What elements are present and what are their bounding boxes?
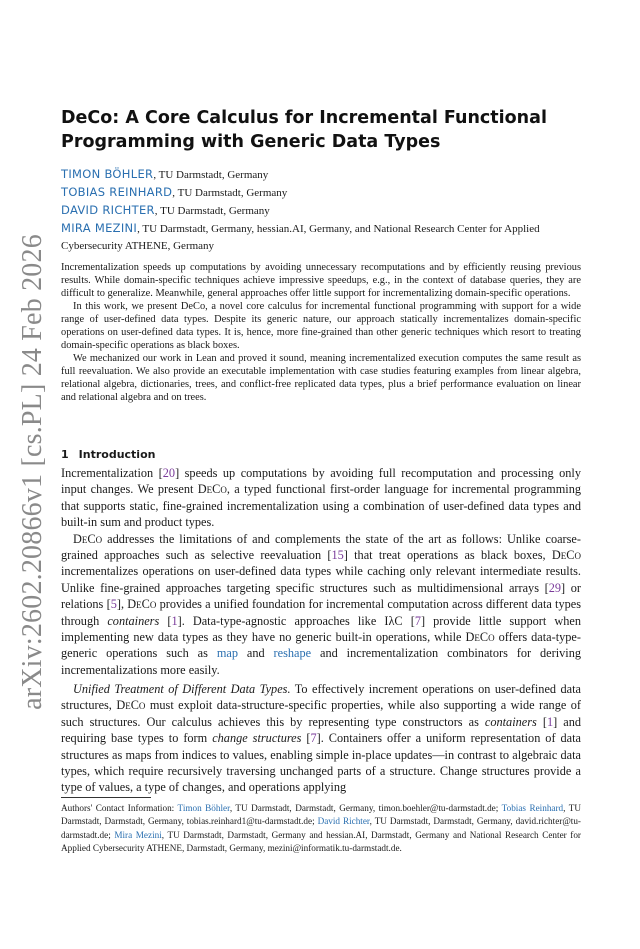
author-list xyxy=(61,166,586,255)
abstract-paragraph: In this work, we present DeCo, a novel core calculus for incremental functional programming with support for a wide range of user-defined data types. Despite its generic nature, our approach statically incrementalizes domain-specific operations on user-defined data types. It is, hence, more fine-grained than other generic techniques which resort to treating domain-specific operations as black boxes. xyxy=(61,301,581,351)
citation-link[interactable]: 20 xyxy=(162,466,176,480)
author-name-link[interactable]: TOBIAS REINHARD xyxy=(61,185,173,199)
map-operation-link[interactable]: map xyxy=(216,646,238,661)
author-affiliation: , TU Darmstadt, Germany, hessian.AI, Germany, and National Research Center for Applied Cybersecurity ATHENE, Germany xyxy=(61,223,540,252)
reshape-operation-link[interactable]: reshape xyxy=(273,646,312,661)
intro-paragraph-1: Incrementalization [20] speeds up computations by avoiding full recomputation and processing only input changes. We present DeCo, a typed functional first-order language for incremental programming that supports static, fine-grained incrementalization using a combination of user-defined data types and built-in sum and product types. xyxy=(61,466,581,530)
author-affiliation: , TU Darmstadt, Germany xyxy=(154,205,270,217)
deco-name: DeCo xyxy=(465,630,495,645)
author-name-link[interactable]: MIRA MEZINI xyxy=(61,221,138,235)
section-title: Introduction xyxy=(78,448,156,461)
paragraph-heading: Unified Treatment of Different Data Types. xyxy=(73,682,291,696)
emphasis-containers: containers xyxy=(107,613,160,628)
author-entry xyxy=(61,202,586,220)
footnote-rule xyxy=(61,797,151,798)
author-link[interactable]: David Richter xyxy=(317,816,370,827)
citation-link[interactable]: 1 xyxy=(546,714,554,729)
emphasis-change-structures: change structures xyxy=(212,731,302,746)
abstract-paragraph: We mechanized our work in Lean and proved it sound, meaning incrementalized execution computes the same result as full reevaluation. We also provide an executable implementation with case studies featuring examples from linear algebra, relational algebra, dictionaries, trees, and conflict-free replicated data types, plus a brief performance evaluation on linear and relational algebra and on trees. xyxy=(61,353,581,403)
deco-name: DeCo xyxy=(127,597,157,612)
author-entry xyxy=(61,184,586,202)
citation-link[interactable]: 5 xyxy=(110,597,117,612)
citation-link[interactable]: 15 xyxy=(331,548,344,563)
section-heading xyxy=(61,448,155,461)
author-name-link[interactable]: TIMON BÖHLER xyxy=(61,167,154,181)
author-entry xyxy=(61,220,586,255)
author-link[interactable]: Timon Böhler xyxy=(177,803,230,813)
introduction-body xyxy=(61,465,581,678)
author-link[interactable]: Tobias Reinhard xyxy=(501,803,564,813)
intro-paragraph-2: DeCo addresses the limitations of and complements the state of the art as follows: Unlike coarse-grained approaches such as selective reevaluation [15] that treat operations as black boxes, DeCo incrementalizes operations on user-defined data types while caching only relevant intermediate results. Unlike fine-grained approaches targeting specific structures such as multidimensional arrays [29] or relations [5], DeCo provides a unified foundation for incremental computation across different data types through containers [1]. Data-type-agnostic approaches like IλC [7] provide little support when implementing new data types as they have no generic built-in operations, while DeCo offers data-type-generic operations such as map and reshape and incrementalization combinators for deriving incrementalizations more easily. xyxy=(61,531,582,677)
deco-name: DeCo xyxy=(197,482,227,497)
citation-link[interactable]: 29 xyxy=(548,580,562,595)
abstract-paragraph: Incrementalization speeds up computations by avoiding unnecessary recomputations and by efficiently reusing previous results. While domain-specific techniques achieve impressive speedups, e.g., in the context of database queries, they are difficult to generalize. Meanwhile, general approaches offer little support for incrementalizing domain-specific operations. xyxy=(61,262,581,299)
author-name-link[interactable]: DAVID RICHTER xyxy=(61,203,155,217)
section-number: 1 xyxy=(61,448,69,461)
abstract xyxy=(61,261,581,404)
emphasis-containers: containers xyxy=(484,714,537,729)
deco-name: DeCo xyxy=(73,531,103,546)
citation-link[interactable]: 7 xyxy=(310,731,317,746)
author-link[interactable]: Mira Mezini xyxy=(114,829,162,840)
arxiv-stamp-text: arXiv:2602.20866v1 [cs.PL] 24 Feb 2026 xyxy=(17,234,48,710)
author-contact-footnote: Authors' Contact Information: Timon Böhler, TU Darmstadt, Darmstadt, Germany, timon.boehler@tu-darmstadt.de; Tobias Reinhard, TU Darmstadt, Darmstadt, Germany, tobias.reinhard1@tu-darmstadt.de; David Richter, TU Darmstadt, Darmstadt, Germany, david.richter@tu-darmstadt.de; Mira Mezini, TU Darmstadt, Darmstadt, Germany and hessian.AI, Darmstadt, Germany and National Research Center for Applied Cybersecurity ATHENE, Darmstadt, Germany, mezini@informatik.tu-darmstadt.de. xyxy=(61,803,581,853)
ilc-symbol: λC xyxy=(388,613,403,628)
citation-link[interactable]: 1 xyxy=(171,613,178,628)
author-affiliation: , TU Darmstadt, Germany xyxy=(172,187,288,199)
paper-title: DeCo: A Core Calculus for Incremental Functional Programming with Generic Data Types xyxy=(61,108,547,152)
citation-link[interactable]: 7 xyxy=(414,613,421,628)
intro-paragraph-3: Unified Treatment of Different Data Types. To effectively increment operations on user-defined data structures, DeCo must exploit data-structure-specific properties, while also supporting a wide range of such structures. Our calculus achieves this by representing type constructors as containers [1] and requiring base types to form change structures [7]. Containers offer a uniform representation of data structures as maps from indices to values, enabling simple in-place updates—in contrast to algebraic data types, which require recursively traversing unchanged parts of a structure. Change structures provide a type of values, a type of changes, and operations applying xyxy=(61,682,581,795)
author-affiliation: , TU Darmstadt, Germany xyxy=(153,169,269,181)
arxiv-stamp xyxy=(10,234,56,710)
deco-name: DeCo xyxy=(116,698,146,713)
author-entry xyxy=(61,166,586,184)
deco-name: DeCo xyxy=(551,548,581,563)
